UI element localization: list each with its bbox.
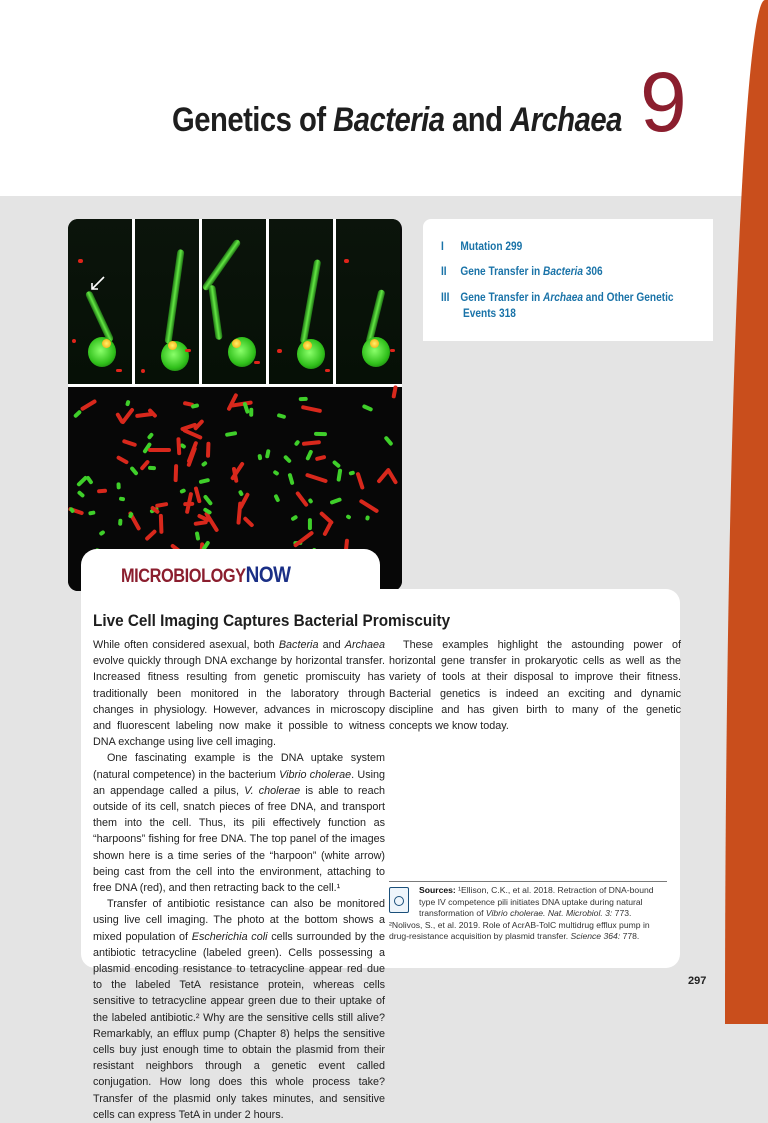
bacterium-cell <box>265 449 271 459</box>
time-series-panel-4 <box>269 219 333 384</box>
bacterium-cell <box>293 530 314 547</box>
live-cell-micrograph <box>68 219 402 591</box>
bacterium-cell <box>200 461 207 468</box>
bacterium-cell <box>158 514 163 534</box>
toc-item-gene-transfer-bacteria[interactable]: II Gene Transfer in Bacteria 306 <box>441 266 603 278</box>
chapter-contents <box>423 219 713 341</box>
bacterium-cell <box>147 432 155 440</box>
bacterium-cell <box>118 496 125 501</box>
bacterium-cell <box>337 469 343 482</box>
article-paragraph: Transfer of antibiotic resistance can also be monitored using live cell imaging. The photo at the bottom shows a mixed population of Escherichia coli cells surrounded by the antibiotic tetracycline (labeled green). Cells possessing a plasmid encoding resistance to tetracycline appear red due to the labeled TetA resistance protein, whereas cells sensitive to tetracycline appear green due to their uptake of the labeled antibiotic.² Why are the sensitive cells still alive? Remarkably, an efflux pump (Chapter 8) helps the sensitive cells buy just enough time to obtain the plasmid from their resistant neighbors through a genetic event called conjugation. How long does this whole process take? Transfer of the plasmid only takes minutes, and sensitive cells can express TetA in under 2 hours. <box>93 898 385 1121</box>
bacterium-cell <box>315 455 327 462</box>
bacterium-cell <box>277 413 286 419</box>
bacterium-cell <box>365 515 370 521</box>
toc-item-mutation[interactable]: I Mutation 299 <box>441 241 523 253</box>
bacterium-cell <box>330 497 342 505</box>
bacterium-cell <box>76 475 88 487</box>
toc-item-gene-transfer-archaea-line2[interactable]: Events 318 <box>463 308 516 320</box>
sources-divider <box>389 881 667 882</box>
bacterium-cell <box>116 482 120 489</box>
bacterium-cell <box>362 404 374 412</box>
bacterium-cell <box>273 493 280 502</box>
article-paragraph: While often considered asexual, both Bacteria and Archaea evolve quickly through DNA exchange by horizontal transfer. Increased fitness resulting from genetic promiscuity has traditionally been monitored in the laboratory through changes in physiology. However, advances in microscopy and fluorescent labeling now make it possible to witness DNA exchange using live cell imaging. <box>93 639 385 749</box>
bacterium-cell <box>323 521 334 536</box>
bacterium-cell <box>121 439 136 447</box>
bacterium-cell <box>391 385 397 399</box>
toc-item-numeral: III <box>441 292 450 304</box>
bacterium-cell <box>115 455 129 465</box>
bacterium-cell <box>125 399 130 406</box>
article-headline: Live Cell Imaging Captures Bacterial Promiscuity <box>93 611 451 630</box>
bacterium-cell <box>273 470 280 477</box>
time-series-panel-2 <box>135 219 199 384</box>
bacterium-cell <box>250 407 254 416</box>
bacterium-cell <box>199 478 210 484</box>
microbiology-now-logo: MICROBIOLOGYNOW <box>121 562 291 587</box>
bacterium-cell <box>314 432 327 436</box>
bacterium-cell <box>176 437 181 455</box>
article-column-left <box>93 637 385 1123</box>
bacterium-cell <box>203 494 213 506</box>
bacterium-cell <box>206 442 211 459</box>
article-column-right <box>389 637 681 734</box>
bacterium-cell <box>301 405 322 413</box>
bacterium-cell <box>295 490 309 507</box>
bacterium-cell <box>88 510 96 515</box>
bacterium-cell <box>349 471 356 476</box>
bacterium-cell <box>308 497 314 504</box>
bacterium-cell <box>77 490 85 498</box>
bacterium-cell <box>383 435 393 446</box>
article-paragraph: These examples highlight the astounding power of horizontal gene transfer in prokaryotic cells as well as the variety of tools at their disposal to improve their fitness. Bacterial genetics is indeed an exciting and dynamic discipline and has given birth to many of the genetic concepts we know today. <box>389 639 681 733</box>
toc-item-numeral: I <box>441 241 444 253</box>
chapter-number: 9 <box>640 55 687 149</box>
time-series-panel-3 <box>202 219 266 384</box>
bacterium-cell <box>73 410 82 419</box>
bacterium-cell <box>257 453 262 459</box>
bacterium-cell <box>97 488 107 493</box>
bacterium-cell <box>98 529 105 536</box>
bacterium-cell <box>120 408 135 426</box>
bacterium-cell <box>238 489 244 496</box>
toc-item-numeral: II <box>441 266 447 278</box>
feature-article <box>81 589 681 1121</box>
chapter-title: Genetics of Bacteria and Archaea <box>172 101 622 139</box>
bacterium-cell <box>294 440 301 447</box>
bacterium-cell <box>225 431 238 437</box>
bacterium-cell <box>359 499 379 514</box>
bacterium-cell <box>148 466 156 471</box>
bacterium-cell <box>302 440 321 446</box>
bacterium-cell <box>291 515 299 522</box>
bacterium-cell <box>179 488 186 494</box>
bacterium-cell <box>80 399 97 411</box>
article-paragraph: One fascinating example is the DNA uptake system (natural competence) in the bacterium Vibrio cholerae. Using an appendage called a pilus, V. cholerae is able to reach outside of its cell, snatch pieces of free DNA, and transport them into the cell. Thus, its pili effectively function as “harpoons” fishing for free DNA. The top panel of the images shown here is a time series of the “harpoon” (white arrow) being cast from the cell into the environment, attaching to free DNA (red), and then retracting back to the cell.¹ <box>93 752 386 895</box>
bacterium-cell <box>283 455 292 464</box>
bacterium-cell <box>174 464 179 482</box>
bacterium-cell <box>144 528 157 540</box>
page-number: 297 <box>688 975 707 987</box>
bacterium-cell <box>191 403 200 409</box>
bacterium-cell <box>306 449 314 460</box>
time-series-panel-5 <box>336 219 400 384</box>
bacterium-cell <box>242 516 254 528</box>
toc-item-gene-transfer-archaea[interactable]: III Gene Transfer in Archaea and Other Genetic <box>441 292 674 304</box>
bacterium-cell <box>299 397 308 401</box>
bacterium-cell <box>148 448 171 452</box>
bacterium-cell <box>308 519 312 531</box>
bacterium-cell <box>331 460 340 469</box>
bacterium-cell <box>287 472 294 485</box>
white-arrow-icon <box>88 275 106 293</box>
time-series-panel-1 <box>68 219 132 384</box>
bacterium-cell <box>154 502 168 508</box>
bacterium-cell <box>195 531 201 541</box>
bacterium-cell <box>237 501 243 524</box>
bacterium-cell <box>305 473 328 484</box>
bacterium-cell <box>355 472 365 491</box>
bacterium-cell <box>118 518 122 525</box>
bacterium-cell <box>129 466 139 477</box>
sources-note: Sources: ¹Ellison, C.K., et al. 2018. Retraction of DNA-bound type IV competence pili initiates DNA uptake during natural transformation of Vibrio cholerae. Nat. Microbiol. 3: 773. ²Nolivos, S., et al. 2019. Role of AcrAB-TolC multidrug efflux pump in drug-resistance acquisition by plasmid transfer. Science 364: 778. <box>389 885 654 942</box>
bacterium-cell <box>193 486 201 504</box>
bacterium-cell <box>345 514 351 520</box>
